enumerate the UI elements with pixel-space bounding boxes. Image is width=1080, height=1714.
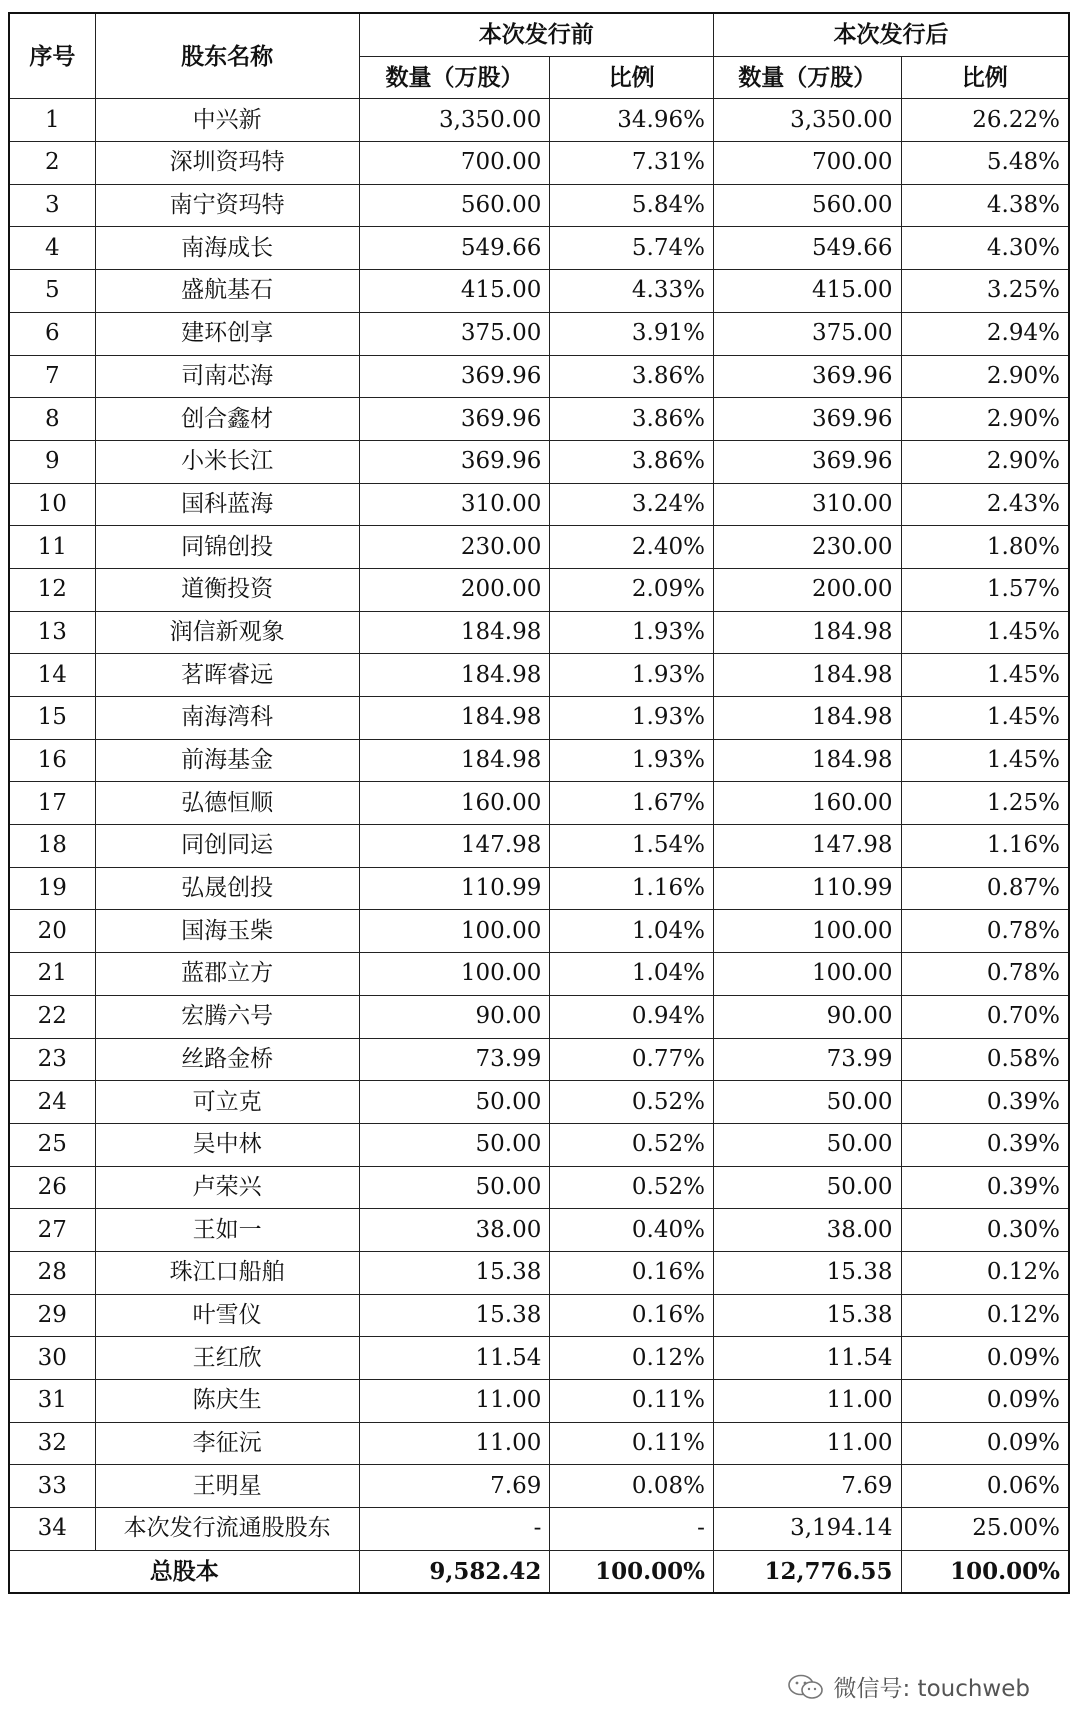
row-after-ratio: 0.09% bbox=[901, 1337, 1069, 1380]
table-row bbox=[9, 825, 1069, 868]
shareholder-table bbox=[8, 12, 1070, 1594]
row-after-qty: 369.96 bbox=[713, 355, 901, 398]
row-after-ratio: 0.78% bbox=[901, 910, 1069, 953]
row-before-qty: 73.99 bbox=[359, 1038, 550, 1081]
row-shareholder-name: 吴中林 bbox=[95, 1123, 359, 1166]
row-after-ratio: 2.94% bbox=[901, 312, 1069, 355]
table-row bbox=[9, 1038, 1069, 1081]
table-row bbox=[9, 1123, 1069, 1166]
table-row bbox=[9, 867, 1069, 910]
row-index: 6 bbox=[9, 312, 95, 355]
row-after-ratio: 0.09% bbox=[901, 1380, 1069, 1423]
table-row bbox=[9, 739, 1069, 782]
header-after-issue: 本次发行后 bbox=[713, 13, 1069, 56]
row-index: 5 bbox=[9, 270, 95, 313]
row-after-qty: 110.99 bbox=[713, 867, 901, 910]
row-shareholder-name: 茗晖睿远 bbox=[95, 654, 359, 697]
row-before-qty: 184.98 bbox=[359, 739, 550, 782]
row-before-ratio: 3.24% bbox=[550, 483, 714, 526]
row-after-qty: 50.00 bbox=[713, 1081, 901, 1124]
row-before-qty: 415.00 bbox=[359, 270, 550, 313]
row-after-ratio: 2.90% bbox=[901, 440, 1069, 483]
row-before-qty: 50.00 bbox=[359, 1166, 550, 1209]
row-index: 10 bbox=[9, 483, 95, 526]
row-shareholder-name: 丝路金桥 bbox=[95, 1038, 359, 1081]
row-after-qty: 100.00 bbox=[713, 910, 901, 953]
row-index: 7 bbox=[9, 355, 95, 398]
row-before-ratio: 0.16% bbox=[550, 1294, 714, 1337]
row-shareholder-name: 道衡投资 bbox=[95, 568, 359, 611]
row-after-ratio: 1.57% bbox=[901, 568, 1069, 611]
row-before-ratio: 34.96% bbox=[550, 99, 714, 142]
row-shareholder-name: 司南芯海 bbox=[95, 355, 359, 398]
row-after-qty: 11.00 bbox=[713, 1380, 901, 1423]
row-before-ratio: 3.91% bbox=[550, 312, 714, 355]
row-before-qty: 11.00 bbox=[359, 1422, 550, 1465]
table-row bbox=[9, 611, 1069, 654]
row-index: 34 bbox=[9, 1508, 95, 1551]
row-before-ratio: 0.52% bbox=[550, 1123, 714, 1166]
row-shareholder-name: 弘德恒顺 bbox=[95, 782, 359, 825]
row-after-qty: 200.00 bbox=[713, 568, 901, 611]
table-row bbox=[9, 99, 1069, 142]
row-after-ratio: 0.39% bbox=[901, 1123, 1069, 1166]
wechat-icon bbox=[787, 1673, 825, 1701]
table-row bbox=[9, 1081, 1069, 1124]
row-after-qty: 375.00 bbox=[713, 312, 901, 355]
row-before-qty: 549.66 bbox=[359, 227, 550, 270]
row-after-qty: 184.98 bbox=[713, 739, 901, 782]
row-before-ratio: 4.33% bbox=[550, 270, 714, 313]
row-index: 23 bbox=[9, 1038, 95, 1081]
row-before-qty: 369.96 bbox=[359, 398, 550, 441]
row-index: 17 bbox=[9, 782, 95, 825]
row-after-ratio: 1.45% bbox=[901, 697, 1069, 740]
row-before-ratio: 0.52% bbox=[550, 1166, 714, 1209]
row-after-qty: 50.00 bbox=[713, 1123, 901, 1166]
total-before-qty: 9,582.42 bbox=[359, 1550, 550, 1593]
row-index: 4 bbox=[9, 227, 95, 270]
table-row bbox=[9, 227, 1069, 270]
table-row bbox=[9, 270, 1069, 313]
row-after-qty: 15.38 bbox=[713, 1251, 901, 1294]
header-shareholder-name: 股东名称 bbox=[95, 13, 359, 99]
row-before-ratio: 2.40% bbox=[550, 526, 714, 569]
row-index: 21 bbox=[9, 953, 95, 996]
row-before-ratio: 1.16% bbox=[550, 867, 714, 910]
table-row bbox=[9, 568, 1069, 611]
row-before-qty: 147.98 bbox=[359, 825, 550, 868]
table-row bbox=[9, 1166, 1069, 1209]
table-row bbox=[9, 483, 1069, 526]
row-before-ratio: 0.11% bbox=[550, 1380, 714, 1423]
table-row bbox=[9, 1380, 1069, 1423]
row-index: 18 bbox=[9, 825, 95, 868]
row-after-ratio: 26.22% bbox=[901, 99, 1069, 142]
table-row bbox=[9, 1508, 1069, 1551]
row-after-ratio: 4.38% bbox=[901, 184, 1069, 227]
row-before-ratio: 1.93% bbox=[550, 739, 714, 782]
row-index: 19 bbox=[9, 867, 95, 910]
row-before-ratio: 0.94% bbox=[550, 995, 714, 1038]
row-after-ratio: 0.70% bbox=[901, 995, 1069, 1038]
row-after-qty: 369.96 bbox=[713, 398, 901, 441]
row-before-ratio: - bbox=[550, 1508, 714, 1551]
row-after-qty: 7.69 bbox=[713, 1465, 901, 1508]
row-index: 2 bbox=[9, 142, 95, 185]
row-shareholder-name: 蓝郡立方 bbox=[95, 953, 359, 996]
row-shareholder-name: 卢荣兴 bbox=[95, 1166, 359, 1209]
row-shareholder-name: 陈庆生 bbox=[95, 1380, 359, 1423]
row-after-qty: 38.00 bbox=[713, 1209, 901, 1252]
row-before-qty: 184.98 bbox=[359, 654, 550, 697]
row-before-qty: 200.00 bbox=[359, 568, 550, 611]
row-before-ratio: 7.31% bbox=[550, 142, 714, 185]
row-after-qty: 560.00 bbox=[713, 184, 901, 227]
table-row bbox=[9, 1294, 1069, 1337]
row-before-ratio: 0.16% bbox=[550, 1251, 714, 1294]
row-before-ratio: 0.11% bbox=[550, 1422, 714, 1465]
row-shareholder-name: 宏腾六号 bbox=[95, 995, 359, 1038]
row-shareholder-name: 弘晟创投 bbox=[95, 867, 359, 910]
header-before-qty: 数量（万股） bbox=[359, 56, 550, 99]
table-row bbox=[9, 697, 1069, 740]
row-index: 22 bbox=[9, 995, 95, 1038]
row-after-ratio: 0.87% bbox=[901, 867, 1069, 910]
row-before-ratio: 0.77% bbox=[550, 1038, 714, 1081]
row-before-qty: 100.00 bbox=[359, 953, 550, 996]
row-before-qty: 7.69 bbox=[359, 1465, 550, 1508]
row-after-qty: 3,194.14 bbox=[713, 1508, 901, 1551]
table-row bbox=[9, 1209, 1069, 1252]
row-after-qty: 50.00 bbox=[713, 1166, 901, 1209]
row-after-qty: 184.98 bbox=[713, 611, 901, 654]
row-before-ratio: 1.93% bbox=[550, 611, 714, 654]
table-row bbox=[9, 526, 1069, 569]
row-shareholder-name: 同锦创投 bbox=[95, 526, 359, 569]
table-row bbox=[9, 1465, 1069, 1508]
header-index: 序号 bbox=[9, 13, 95, 99]
row-shareholder-name: 中兴新 bbox=[95, 99, 359, 142]
total-after-ratio: 100.00% bbox=[901, 1550, 1069, 1593]
row-before-qty: 184.98 bbox=[359, 697, 550, 740]
row-shareholder-name: 本次发行流通股股东 bbox=[95, 1508, 359, 1551]
row-after-qty: 11.54 bbox=[713, 1337, 901, 1380]
row-after-ratio: 2.90% bbox=[901, 398, 1069, 441]
row-before-qty: 3,350.00 bbox=[359, 99, 550, 142]
header-after-qty: 数量（万股） bbox=[713, 56, 901, 99]
row-after-qty: 184.98 bbox=[713, 697, 901, 740]
row-index: 8 bbox=[9, 398, 95, 441]
row-shareholder-name: 南海成长 bbox=[95, 227, 359, 270]
row-shareholder-name: 可立克 bbox=[95, 1081, 359, 1124]
row-before-ratio: 1.93% bbox=[550, 654, 714, 697]
header-row-1 bbox=[9, 13, 1069, 56]
row-shareholder-name: 前海基金 bbox=[95, 739, 359, 782]
row-index: 15 bbox=[9, 697, 95, 740]
row-after-ratio: 25.00% bbox=[901, 1508, 1069, 1551]
table-row bbox=[9, 1337, 1069, 1380]
total-after-qty: 12,776.55 bbox=[713, 1550, 901, 1593]
total-label: 总股本 bbox=[9, 1550, 359, 1593]
table-row bbox=[9, 995, 1069, 1038]
total-before-ratio: 100.00% bbox=[550, 1550, 714, 1593]
row-after-qty: 369.96 bbox=[713, 440, 901, 483]
row-after-qty: 184.98 bbox=[713, 654, 901, 697]
row-before-qty: 11.54 bbox=[359, 1337, 550, 1380]
row-index: 13 bbox=[9, 611, 95, 654]
row-before-qty: 90.00 bbox=[359, 995, 550, 1038]
row-index: 9 bbox=[9, 440, 95, 483]
row-before-qty: 110.99 bbox=[359, 867, 550, 910]
row-after-qty: 90.00 bbox=[713, 995, 901, 1038]
row-shareholder-name: 南海湾科 bbox=[95, 697, 359, 740]
row-index: 32 bbox=[9, 1422, 95, 1465]
table-row bbox=[9, 355, 1069, 398]
row-index: 14 bbox=[9, 654, 95, 697]
row-after-qty: 11.00 bbox=[713, 1422, 901, 1465]
row-shareholder-name: 建环创享 bbox=[95, 312, 359, 355]
row-before-ratio: 1.04% bbox=[550, 953, 714, 996]
row-shareholder-name: 李征沅 bbox=[95, 1422, 359, 1465]
row-after-qty: 100.00 bbox=[713, 953, 901, 996]
row-after-qty: 415.00 bbox=[713, 270, 901, 313]
row-shareholder-name: 王如一 bbox=[95, 1209, 359, 1252]
table-body bbox=[9, 99, 1069, 1550]
table-row bbox=[9, 654, 1069, 697]
row-after-ratio: 4.30% bbox=[901, 227, 1069, 270]
table-row bbox=[9, 184, 1069, 227]
table-row bbox=[9, 1422, 1069, 1465]
row-index: 30 bbox=[9, 1337, 95, 1380]
row-shareholder-name: 润信新观象 bbox=[95, 611, 359, 654]
row-after-ratio: 1.80% bbox=[901, 526, 1069, 569]
row-after-ratio: 1.45% bbox=[901, 654, 1069, 697]
row-index: 12 bbox=[9, 568, 95, 611]
table-row bbox=[9, 782, 1069, 825]
row-index: 3 bbox=[9, 184, 95, 227]
row-shareholder-name: 南宁资玛特 bbox=[95, 184, 359, 227]
row-shareholder-name: 小米长江 bbox=[95, 440, 359, 483]
row-index: 25 bbox=[9, 1123, 95, 1166]
row-index: 1 bbox=[9, 99, 95, 142]
row-index: 31 bbox=[9, 1380, 95, 1423]
row-after-qty: 230.00 bbox=[713, 526, 901, 569]
row-after-ratio: 1.16% bbox=[901, 825, 1069, 868]
row-before-ratio: 5.74% bbox=[550, 227, 714, 270]
row-before-qty: 375.00 bbox=[359, 312, 550, 355]
row-after-ratio: 1.45% bbox=[901, 739, 1069, 782]
row-before-qty: 369.96 bbox=[359, 440, 550, 483]
row-before-ratio: 0.12% bbox=[550, 1337, 714, 1380]
row-after-ratio: 2.90% bbox=[901, 355, 1069, 398]
wechat-watermark bbox=[787, 1670, 1030, 1703]
row-before-ratio: 3.86% bbox=[550, 355, 714, 398]
row-shareholder-name: 珠江口船舶 bbox=[95, 1251, 359, 1294]
header-after-ratio: 比例 bbox=[901, 56, 1069, 99]
table-row bbox=[9, 1251, 1069, 1294]
row-before-ratio: 1.93% bbox=[550, 697, 714, 740]
row-before-qty: 50.00 bbox=[359, 1081, 550, 1124]
row-after-qty: 549.66 bbox=[713, 227, 901, 270]
row-index: 24 bbox=[9, 1081, 95, 1124]
row-shareholder-name: 国海玉柴 bbox=[95, 910, 359, 953]
row-after-ratio: 2.43% bbox=[901, 483, 1069, 526]
row-before-qty: 230.00 bbox=[359, 526, 550, 569]
row-before-qty: 38.00 bbox=[359, 1209, 550, 1252]
row-shareholder-name: 王明星 bbox=[95, 1465, 359, 1508]
row-before-ratio: 1.54% bbox=[550, 825, 714, 868]
row-before-ratio: 1.04% bbox=[550, 910, 714, 953]
row-before-ratio: 5.84% bbox=[550, 184, 714, 227]
row-index: 33 bbox=[9, 1465, 95, 1508]
table-row bbox=[9, 312, 1069, 355]
row-after-qty: 73.99 bbox=[713, 1038, 901, 1081]
watermark-text: 微信号: touchweb bbox=[833, 1676, 1030, 1702]
table-row bbox=[9, 440, 1069, 483]
row-shareholder-name: 叶雪仪 bbox=[95, 1294, 359, 1337]
row-before-qty: 700.00 bbox=[359, 142, 550, 185]
row-after-ratio: 0.78% bbox=[901, 953, 1069, 996]
row-after-qty: 3,350.00 bbox=[713, 99, 901, 142]
row-before-ratio: 3.86% bbox=[550, 440, 714, 483]
row-after-qty: 15.38 bbox=[713, 1294, 901, 1337]
row-after-ratio: 0.58% bbox=[901, 1038, 1069, 1081]
row-shareholder-name: 国科蓝海 bbox=[95, 483, 359, 526]
row-index: 11 bbox=[9, 526, 95, 569]
row-before-ratio: 0.40% bbox=[550, 1209, 714, 1252]
row-after-ratio: 0.09% bbox=[901, 1422, 1069, 1465]
row-before-qty: 15.38 bbox=[359, 1294, 550, 1337]
row-before-ratio: 3.86% bbox=[550, 398, 714, 441]
row-before-qty: 369.96 bbox=[359, 355, 550, 398]
row-after-ratio: 0.30% bbox=[901, 1209, 1069, 1252]
row-after-ratio: 0.12% bbox=[901, 1251, 1069, 1294]
row-after-qty: 310.00 bbox=[713, 483, 901, 526]
row-after-ratio: 1.25% bbox=[901, 782, 1069, 825]
row-before-qty: 11.00 bbox=[359, 1380, 550, 1423]
row-shareholder-name: 盛航基石 bbox=[95, 270, 359, 313]
header-before-issue: 本次发行前 bbox=[359, 13, 713, 56]
row-after-qty: 147.98 bbox=[713, 825, 901, 868]
row-before-ratio: 0.08% bbox=[550, 1465, 714, 1508]
total-row bbox=[9, 1550, 1069, 1593]
row-before-qty: 560.00 bbox=[359, 184, 550, 227]
row-before-qty: 184.98 bbox=[359, 611, 550, 654]
row-shareholder-name: 深圳资玛特 bbox=[95, 142, 359, 185]
row-after-ratio: 0.06% bbox=[901, 1465, 1069, 1508]
row-shareholder-name: 同创同运 bbox=[95, 825, 359, 868]
row-shareholder-name: 王红欣 bbox=[95, 1337, 359, 1380]
table-row bbox=[9, 953, 1069, 996]
row-after-ratio: 5.48% bbox=[901, 142, 1069, 185]
table-row bbox=[9, 398, 1069, 441]
row-after-ratio: 1.45% bbox=[901, 611, 1069, 654]
row-before-ratio: 2.09% bbox=[550, 568, 714, 611]
row-before-qty: - bbox=[359, 1508, 550, 1551]
row-index: 16 bbox=[9, 739, 95, 782]
row-before-ratio: 0.52% bbox=[550, 1081, 714, 1124]
row-index: 28 bbox=[9, 1251, 95, 1294]
row-shareholder-name: 创合鑫材 bbox=[95, 398, 359, 441]
row-before-qty: 310.00 bbox=[359, 483, 550, 526]
row-index: 29 bbox=[9, 1294, 95, 1337]
table-row bbox=[9, 910, 1069, 953]
row-before-qty: 50.00 bbox=[359, 1123, 550, 1166]
row-after-ratio: 0.12% bbox=[901, 1294, 1069, 1337]
row-after-ratio: 0.39% bbox=[901, 1081, 1069, 1124]
row-index: 27 bbox=[9, 1209, 95, 1252]
row-after-qty: 160.00 bbox=[713, 782, 901, 825]
row-before-qty: 100.00 bbox=[359, 910, 550, 953]
row-after-qty: 700.00 bbox=[713, 142, 901, 185]
row-before-qty: 160.00 bbox=[359, 782, 550, 825]
row-after-ratio: 3.25% bbox=[901, 270, 1069, 313]
row-index: 26 bbox=[9, 1166, 95, 1209]
row-index: 20 bbox=[9, 910, 95, 953]
table-row bbox=[9, 142, 1069, 185]
row-before-qty: 15.38 bbox=[359, 1251, 550, 1294]
row-after-ratio: 0.39% bbox=[901, 1166, 1069, 1209]
row-before-ratio: 1.67% bbox=[550, 782, 714, 825]
header-before-ratio: 比例 bbox=[550, 56, 714, 99]
